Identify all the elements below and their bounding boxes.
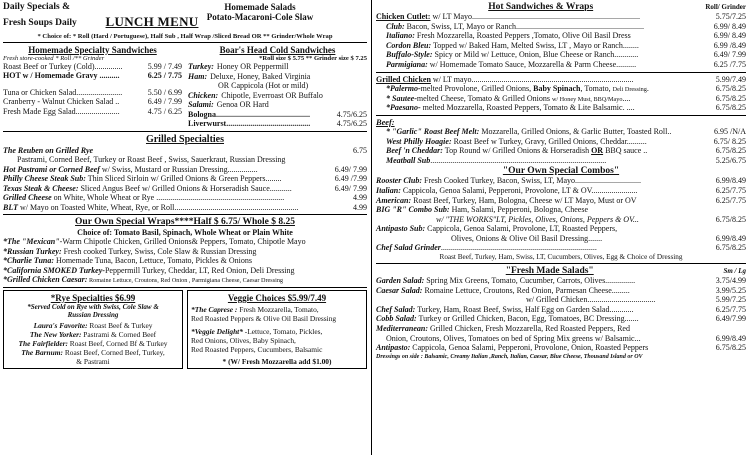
list-item <box>376 286 746 296</box>
item-price: 5.25/6.75 <box>715 155 746 165</box>
item-name: The Reuben on Grilled Rye <box>3 145 94 155</box>
list-item <box>3 203 367 212</box>
item-desc: Grilled Chicken, Fresh Mozzarella, Red Roasted Peppers, Red <box>428 324 630 334</box>
item-desc: & Pastrami <box>76 357 110 367</box>
item-name: Fresh Made Egg Salad...................... <box>3 106 120 116</box>
salad-size-header: Sm / Lg <box>723 267 746 276</box>
item-name: Rooster Club: <box>376 176 423 186</box>
cold-sandwich-columns <box>3 45 367 129</box>
list-item <box>376 276 746 286</box>
item-name: Antipasto Sub: <box>376 224 426 234</box>
list-item <box>376 343 746 353</box>
item-price: 3.99/5.25 <box>715 285 746 295</box>
list-item <box>188 91 367 101</box>
hot-header-right-label: Roll/ Grinder <box>705 3 746 11</box>
item-desc: Cappicola, Genoa Salami, Pepperoni, Provolone, Onion, Roasted Peppers <box>410 343 649 353</box>
item-desc-bold: Baby Spinach <box>533 84 581 94</box>
list-item <box>188 72 367 82</box>
item-price: 6.49/ 7.99 <box>334 183 367 193</box>
item-desc: Roast Beef w Turkey, Gravy, Grilled Onions, Cheddar.......... <box>451 136 647 146</box>
item-name: *Veggie Delight* <box>191 327 243 337</box>
list-item <box>376 334 746 344</box>
item-price: 5.75/7.25 <box>715 12 746 21</box>
list-item <box>3 97 182 106</box>
item-desc: w/ LT mayo................................................................................. <box>430 74 634 84</box>
item-desc: * (W/ Fresh Mozzarella add $1.00) <box>222 357 332 367</box>
item-desc: Roast Beef, Corned Beef, Turkey, <box>62 348 165 358</box>
list-item <box>3 88 182 97</box>
item-desc-bold: OR <box>591 146 604 156</box>
item-desc: Red Onions, Olives, Baby Spinach, <box>191 336 296 346</box>
item-name: Tuna or Chicken Salad....................... <box>3 87 123 97</box>
list-item <box>376 314 746 324</box>
item-desc: Chipotle, Everroast OR Buffalo <box>221 90 323 100</box>
item-desc: w/ Swiss, Mustard or Russian Dressing............... <box>99 164 258 174</box>
item-name: BIG "R" Combo Sub: <box>376 205 450 215</box>
list-item <box>376 94 746 104</box>
item-desc: Romaine Lettuce, Croutons, Red Onion , Parmigiana Cheese, Caesar Dressing <box>87 277 284 285</box>
item-price: 4.75/6.25 <box>336 119 367 129</box>
item-name: Cobb Salad: <box>376 314 417 324</box>
list-item <box>376 324 746 334</box>
item-desc: Thin Sliced Sirloin w/ Grilled Onions & Green Peppers........ <box>85 174 282 184</box>
item-desc: melted Cheese, Tomato & Grilled Onions <box>416 93 552 103</box>
list-item <box>188 62 367 72</box>
item-name: Club: <box>386 21 405 31</box>
item-name: Cranberry - Walnut Chicken Salad .. <box>3 97 120 107</box>
special-wraps-header: Our Own Special Wraps****Half $ 6.75/ Whole $ 8.25 <box>75 217 295 228</box>
list-item <box>376 234 746 244</box>
list-item <box>376 176 746 186</box>
item-desc: Genoa OR Hard <box>216 100 269 110</box>
item-desc2: BBQ sauce .. <box>603 146 648 156</box>
list-item <box>376 84 746 94</box>
item-price: 4.75 / 6.25 <box>147 106 182 116</box>
fresh-salads-header: "Fresh Made Salads" <box>505 266 594 277</box>
list-item <box>376 12 746 22</box>
item-desc: Deluxe, Honey, Baked Virginia <box>210 71 311 81</box>
item-name: Buffalo-Style: <box>386 50 433 60</box>
item-desc2: , Tomato, <box>580 84 613 94</box>
item-desc: melted Mozzarella, Roasted Peppers, Tomato & Lite Balsamic. .... <box>420 103 635 113</box>
item-price: 5.99/7.25 <box>715 295 746 305</box>
item-price: 6.49/ 7.99 <box>334 164 367 174</box>
item-desc: Top Round w/ Grilled Onions & Horseradish <box>442 146 592 156</box>
item-name: Laura's Favorite: <box>33 321 88 331</box>
rye-specialties-box <box>3 290 183 369</box>
grilled-specialties-header: Grilled Specialties <box>145 133 225 145</box>
item-price: 6.25/7.75 <box>715 304 746 314</box>
item-desc: Spicy or Mild w/ Lettuce, Onion, Blue Cheese or Ranch............ <box>432 50 639 60</box>
item-name: Chef Salad Grinder <box>376 243 441 253</box>
list-item <box>191 345 363 354</box>
list-item <box>376 127 746 137</box>
list-item <box>376 60 746 70</box>
bottom-boxes <box>3 290 367 369</box>
list-item <box>376 224 746 234</box>
item-name: Italiano: <box>386 31 415 41</box>
item-desc: Roast Beef, Turkey, Ham, Bologna, Cheese w/ LT Mayo, Must or OV <box>411 195 637 205</box>
list-item <box>376 156 746 166</box>
combos-header: "Our Own Special Combos" <box>502 166 620 177</box>
item-desc: Roast Beef, Corned Bf & Turkey <box>67 339 168 349</box>
item-name: Meatball Sub <box>386 155 431 165</box>
item-price: 5.99/7.49 <box>715 74 746 84</box>
item-desc: .............................................................................. <box>440 243 597 253</box>
item-price: 6.49 /7.99 <box>334 174 367 184</box>
item-name: Parmigiana: <box>386 59 428 69</box>
homemade-specialty-column <box>3 45 182 129</box>
homemade-salads-title: Homemade Salads <box>224 2 296 12</box>
list-item <box>3 247 367 257</box>
item-desc: -Warm Chipotle Chicken, Grilled Onions& Peppers, Tomato, Chipotle Mayo <box>59 237 306 247</box>
item-price: 6.99/8.49 <box>715 176 746 186</box>
boars-header: Boar's Head Cold Sandwiches <box>219 45 336 55</box>
item-name: Grilled Cheese <box>3 193 52 203</box>
item-desc: Fresh Mozzarella, Tomato, <box>237 305 319 315</box>
list-item <box>376 103 746 113</box>
item-name: Antipasto: <box>376 343 411 353</box>
item-label: Liverwurst.......................................... <box>188 119 311 129</box>
item-desc: -Lettuce, Tomato, Pickles, <box>242 327 323 337</box>
item-desc: Romaine Lettuce, Croutons, Red Onion, Parmesan Cheese......... <box>422 285 630 295</box>
item-price: 6.99/ 8.49 <box>713 21 746 31</box>
item-name: *Palermo- <box>386 84 421 94</box>
item-desc-small: Deli Dressing <box>612 86 647 94</box>
item-desc3: . <box>646 84 649 94</box>
item-name: Italian: <box>376 185 401 195</box>
list-item <box>191 336 363 345</box>
lunch-menu-title: LUNCH MENU <box>105 14 199 29</box>
wraps-choice: Choice of: Tomato Basil, Spinach, Whole Wheat or Plain White <box>77 228 293 238</box>
item-price: 5.99 / 7.49 <box>147 62 182 71</box>
list-item <box>3 62 182 71</box>
chef-salad-grinder-desc: Roast Beef, Turkey, Ham, Swiss, LT, Cucumbers, Olives, Egg & Choice of Dressing <box>439 253 683 262</box>
item-desc: Honey OR Peppermill <box>216 62 289 71</box>
spacer-row <box>3 81 182 88</box>
list-item <box>376 196 746 206</box>
item-name: Chicken Cutlet: <box>376 12 431 21</box>
item-price: 6.99/ 8.49 <box>713 31 746 41</box>
item-desc: w/ LT Mayo.................................................................................... <box>430 12 641 21</box>
homemade-subhdr: Fresh store-cooked * Roll /** Grinder <box>3 55 105 62</box>
item-price: 6.75/ 8.25 <box>713 136 746 146</box>
item-desc: Spring Mix Greens, Tomato, Cucumber, Carrots, Olives............... <box>424 276 636 286</box>
item-desc: Fresh cooked Turkey, Swiss, Cole Slaw & Russian Dressing <box>61 246 257 256</box>
item-desc: w/ Homemade Tomato Sauce, Mozzarella & Parm Cheese.......... <box>427 59 637 69</box>
item-price: 6.25/7.75 <box>715 185 746 195</box>
list-item <box>7 357 179 366</box>
list-item <box>376 146 746 156</box>
item-desc-small: w/ Honey Must, BBQ/Mayo <box>551 95 623 103</box>
item-desc: Turkey or Grilled Chicken, Bacon, Egg, Tomatoes, BC Dressing....... <box>416 314 639 324</box>
list-item <box>3 184 367 193</box>
item-name: Garden Salad: <box>376 276 425 286</box>
choice-note: * Choice of: * Roll (Hard / Portuguese), Half Sub , Half Wrap /Sliced Bread OR ** Grinder/Whole Wrap <box>37 33 333 40</box>
list-item <box>3 71 182 80</box>
item-desc: Turkey, Ham, Roast Beef, Swiss, Half Egg on Garden Salad............ <box>415 304 634 314</box>
right-column <box>371 0 750 455</box>
item-desc: Bacon, Swiss, LT, Mayo or Ranch................................................................ <box>404 21 644 31</box>
list-item <box>188 100 367 110</box>
item-price: 6.49/ 7.99 <box>713 50 746 60</box>
list-item <box>191 314 363 323</box>
list-item <box>3 107 182 116</box>
item-price: 6.99/8.49 <box>715 333 746 343</box>
list-item <box>376 31 746 41</box>
item-desc: OR Cappicola (Hot or mild) <box>218 81 309 91</box>
item-desc: Red Roasted Peppers & Olive Oil Basil Dressing <box>191 314 337 324</box>
item-desc: Ham, Salami, Pepperoni, Bologna, Cheese <box>449 205 588 215</box>
list-item <box>376 243 746 253</box>
list-item <box>3 193 367 202</box>
item-price: 3.75/4.99 <box>715 276 746 286</box>
item-desc: Cappicola, Genoa Salami, Pepperoni, Provolone, LT & OV....................... <box>400 185 638 195</box>
item-name: Hot Pastrami or Corned Beef <box>3 164 100 174</box>
list-item <box>191 305 363 314</box>
item-price: 6.25/7.75 <box>715 195 746 205</box>
item-price: 6.75/8.25 <box>715 84 746 94</box>
item-desc: w/ Mayo on Toasted White, Wheat, Rye, or Roll.............................................................. <box>17 202 299 212</box>
item-name: West Philly Hoagie: <box>386 136 452 146</box>
item-name: Mediterranean: <box>376 324 428 334</box>
item-desc: Sliced Angus Beef w/ Grilled Onions & Horseradish Sauce........... <box>78 183 292 193</box>
item-name: Roast Beef or Turkey (Cold).............. <box>3 62 123 71</box>
list-item <box>376 295 746 305</box>
beef-header: Beef: <box>376 117 395 127</box>
hot-sandwiches-header: Hot Sandwiches & Wraps <box>488 2 594 12</box>
item-desc: Fresh Mozzarella, Roasted Peppers ,Tomato, Olive Oil Basil Dress <box>414 31 631 41</box>
list-item <box>376 50 746 60</box>
item-desc: Mozzarella, Grilled Onions, & Garlic Butter, Toasted Roll.. <box>479 126 672 136</box>
list-item <box>3 165 367 174</box>
list-item <box>191 357 363 366</box>
rye-sub: *Served Cold on Rye with Swiss, Cole Slaw & <box>27 303 159 312</box>
item-desc: Pastrami, Corned Beef, Turkey or Roast Beef , Swiss, Sauerkraut, Russian Dressing <box>17 155 286 165</box>
item-desc: ........................................................................................ <box>430 155 607 165</box>
dressings-footer: Dressings on side : Balsamic, Creamy Italian ,Ranch, Italian, Caesar, Blue Cheese, Thousand Island or OV <box>376 353 643 360</box>
item-name: Caesar Salad: <box>376 285 423 295</box>
homemade-header: Homemade Specialty Sandwiches <box>28 45 157 55</box>
list-item <box>376 22 746 32</box>
list-item <box>3 146 367 155</box>
item-label: Turkey: <box>188 62 214 71</box>
item-price: 6.25 /7.75 <box>713 59 746 69</box>
item-price: 6.75/8.25 <box>715 146 746 156</box>
item-price: 6.49 / 7.99 <box>147 97 182 107</box>
item-price: 6.75/8.25 <box>715 343 746 353</box>
left-column <box>0 0 370 455</box>
item-name: Cordon Bleu: <box>386 40 432 50</box>
daily-specials-line: Daily Specials & <box>3 2 71 12</box>
list-item <box>191 327 363 336</box>
item-desc: Homemade Tuna, Bacon, Lettuce, Tomato, Pickles & Onions <box>54 256 252 266</box>
item-desc: Red Roasted Peppers, Cucumbers, Balsamic <box>191 345 323 355</box>
item-price: 6.75/8.25 <box>715 243 746 253</box>
list-item <box>3 174 367 183</box>
fresh-soups-line: Fresh Soups Daily <box>3 18 77 28</box>
rye-title: *Rye Specialties $6.99 <box>50 293 136 304</box>
item-price: 5.50 / 6.99 <box>147 87 182 97</box>
item-name: HOT w / Homemade Gravy .......... <box>3 71 120 81</box>
item-name: *The "Mexican" <box>3 237 60 247</box>
item-price: 6.25 / 7.75 <box>147 71 182 81</box>
item-desc: w/ Grilled Chicken.................................. <box>526 295 656 305</box>
item-price: 4.75/6.25 <box>336 109 367 119</box>
list-item <box>7 339 179 348</box>
item-name: *Charlie Tuna: <box>3 256 55 266</box>
item-name: American: <box>376 195 412 205</box>
list-item <box>376 75 746 85</box>
boars-subhdr: *Roll size $ 5.75 ** Grinder size $ 7.25 <box>259 55 367 62</box>
list-item <box>7 348 179 357</box>
list-item <box>188 119 367 128</box>
item-name: BLT <box>3 202 18 212</box>
list-item <box>376 205 746 215</box>
list-item <box>3 266 367 276</box>
item-desc: Roast Beef & Turkey <box>87 321 153 331</box>
item-name: *Russian Turkey: <box>3 246 62 256</box>
item-price: 6.95 /N/A <box>714 126 746 136</box>
item-price: 6.75/8.25 <box>715 214 746 224</box>
item-price: 6.49/7.99 <box>715 314 746 324</box>
item-price: 6.75 <box>353 145 367 155</box>
item-name: The Fairfielder: <box>18 339 68 349</box>
potato-salad-title: Potato-Macaroni-Cole Slaw <box>206 12 314 22</box>
item-desc: Fresh Cooked Turkey, Bacon, Swiss, LT, Mayo................................. <box>422 176 642 186</box>
item-name: The New Yorker: <box>29 330 82 340</box>
item-price: 6.75/8.25 <box>715 93 746 103</box>
item-label: Chicken: <box>188 90 219 100</box>
list-item <box>188 110 367 119</box>
item-name: *The Caprese : <box>191 305 238 315</box>
item-name: *California SMOKED Turkey- <box>3 265 105 275</box>
item-name: *Grilled Chicken Caesar: <box>3 275 88 285</box>
item-name: Texas Steak & Cheese: <box>3 183 79 193</box>
list-item <box>188 81 367 91</box>
item-price: 6.75/8.25 <box>715 103 746 113</box>
item-price: 6.99/8.49 <box>715 233 746 243</box>
list-item <box>376 137 746 147</box>
item-name: The Barnum: <box>21 348 63 358</box>
list-item <box>7 330 179 339</box>
item-name: Grilled Chicken <box>376 74 431 84</box>
item-desc: Pastrami & Corned Beef <box>81 330 157 340</box>
item-name: Chef Salad: <box>376 304 416 314</box>
item-desc: Onion, Croutons, Olives, Tomatoes on bed of Spring Mix greens w/ Balsamic... <box>386 333 641 343</box>
item-name: * Sautee- <box>386 93 417 103</box>
item-name: Beef 'n Cheddar: <box>386 146 443 156</box>
item-price: 6.99 /8.49 <box>713 40 746 50</box>
list-item <box>376 305 746 315</box>
rye-sub2: Russian Dressing <box>67 311 119 320</box>
item-label: Ham: <box>188 71 208 81</box>
item-desc: melted Provolone, Grilled Onions, <box>420 84 534 94</box>
item-name: Philly Cheese Steak Sub: <box>3 174 86 184</box>
veggie-choices-box <box>187 290 367 369</box>
item-price: 4.99 <box>353 202 367 212</box>
item-label: Salami: <box>188 100 214 110</box>
list-item <box>3 237 367 247</box>
list-item <box>3 275 367 285</box>
item-desc: Peppermill Turkey, Cheddar, LT, Red Onion, Deli Dressing <box>104 265 295 275</box>
boars-head-column <box>188 45 367 129</box>
item-desc: Olives, Onions & Olive Oil Basil Dressing....... <box>451 233 603 243</box>
item-name: *Paesano- <box>386 103 421 113</box>
item-desc: w/ "THE WORKS"LT, Pickles, Olives, Onions, Peppers & OV... <box>436 214 639 224</box>
list-item <box>7 321 179 330</box>
list-item <box>376 186 746 196</box>
item-price: 4.99 <box>353 193 367 203</box>
item-label: Bologna............................................... <box>188 109 311 119</box>
item-desc: on White, Whole Wheat or Rye ................................................................ <box>51 193 285 203</box>
list-item <box>376 41 746 51</box>
item-desc: Cappicola, Genoa Salami, Provolone, LT, Roasted Peppers, <box>425 224 618 234</box>
item-name: * "Garlic" Roast Beef Melt: <box>386 126 480 136</box>
item-desc: Topped w/ Baked Ham, Melted Swiss, LT , Mayo or Ranch........ <box>431 40 639 50</box>
list-item <box>3 256 367 266</box>
veggie-title: Veggie Choices $5.99/7.49 <box>227 293 327 304</box>
item-desc2: .... <box>622 93 631 103</box>
list-item <box>376 215 746 225</box>
